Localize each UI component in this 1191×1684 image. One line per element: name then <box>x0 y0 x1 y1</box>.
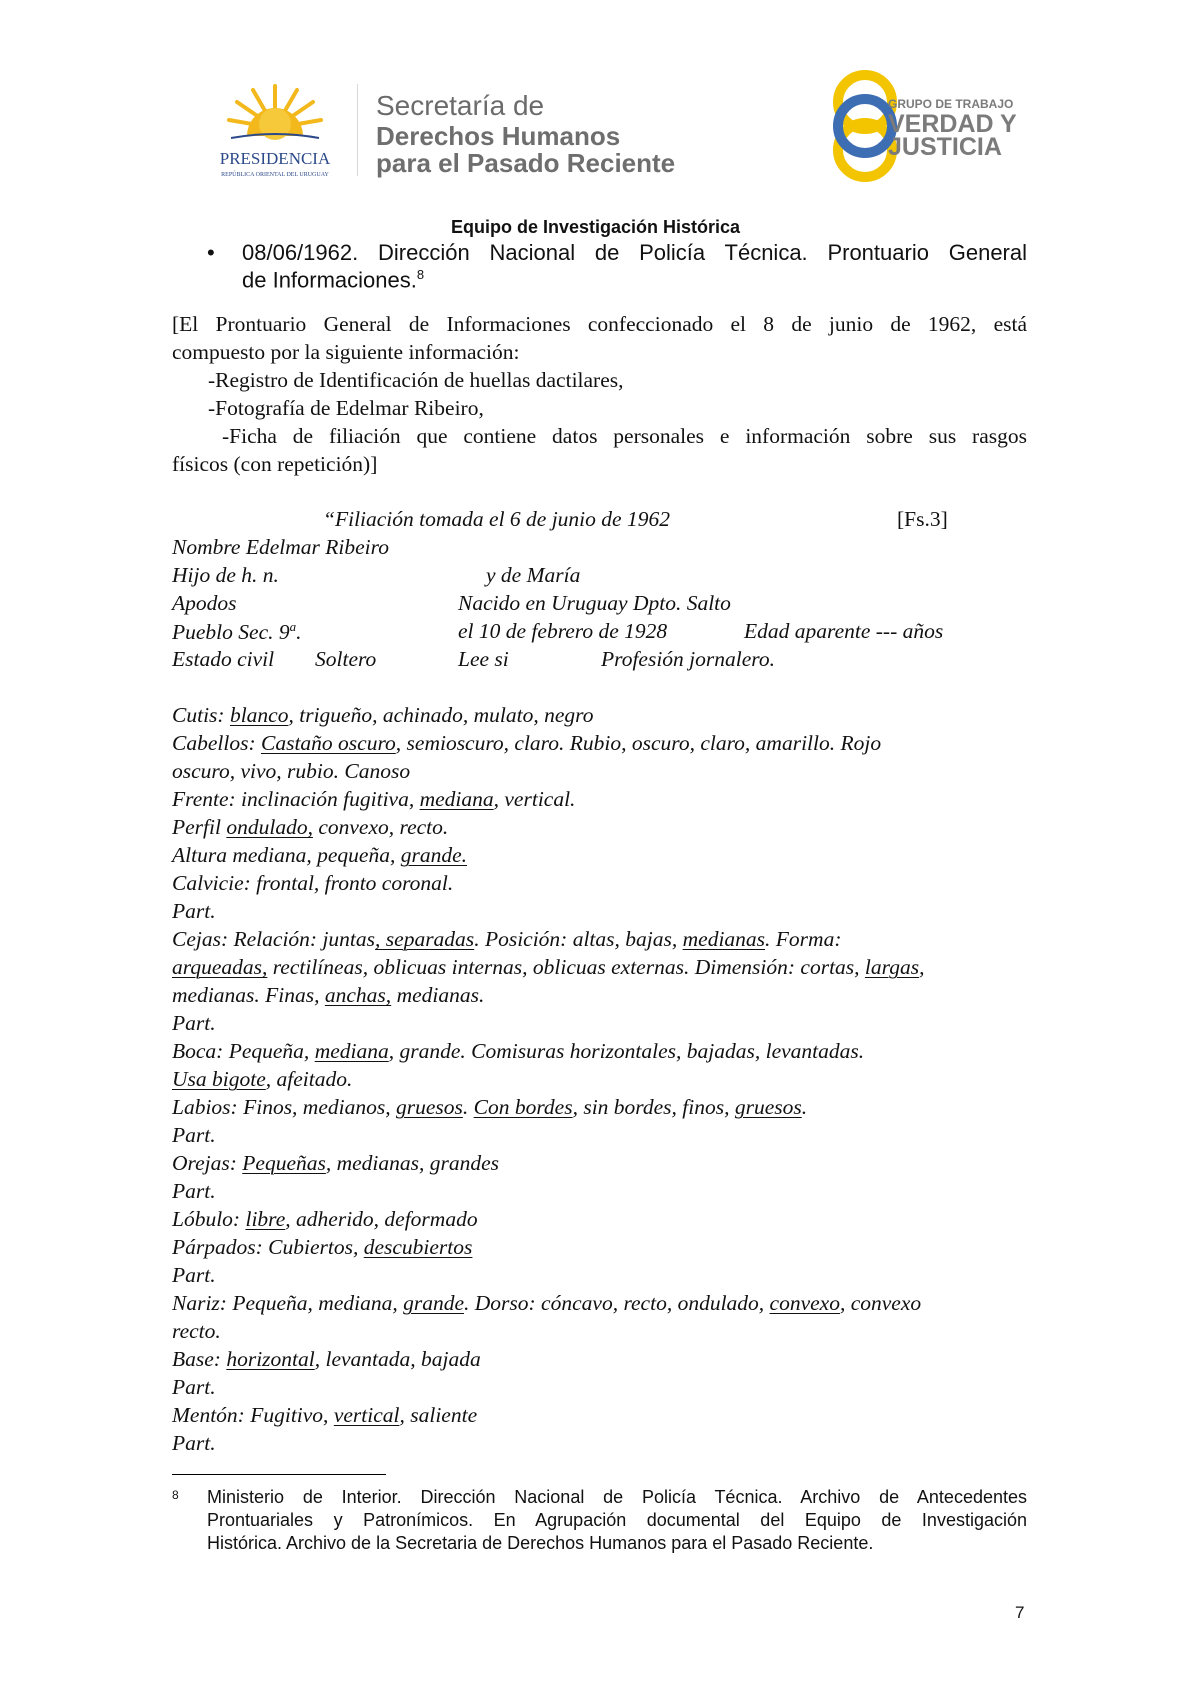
summary-line-1: [El Prontuario General de Informaciones confeccionado el 8 de junio de 1962, está <box>172 312 1027 336</box>
rasgo-altura: Altura mediana, pequeña, grande. <box>172 843 467 867</box>
part-label: Part. <box>172 1431 216 1455</box>
rasgo-labios: Labios: Finos, medianos, gruesos. Con bordes, sin bordes, finos, gruesos. <box>172 1095 808 1119</box>
bullet-line-2-text: de Informaciones. <box>242 267 417 293</box>
field-estado-civil: Estado civil <box>172 647 275 671</box>
republica-label: REPÚBLICA ORIENTAL DEL URUGUAY <box>221 172 329 178</box>
page-number: 7 <box>1015 1603 1025 1622</box>
summary-item-1: -Registro de Identificación de huellas dactilares, <box>208 368 624 392</box>
rasgo-cabellos-cont: oscuro, vivo, rubio. Canoso <box>172 759 411 783</box>
rasgo-cabellos: Cabellos: Castaño oscuro, semioscuro, claro. Rubio, oscuro, claro, amarillo. Rojo <box>172 731 882 755</box>
summary-line-2: compuesto por la siguiente información: <box>172 340 520 364</box>
field-pueblo-tail: . <box>296 620 302 645</box>
part-label: Part. <box>172 1123 216 1147</box>
field-y-de: y de María <box>486 563 581 587</box>
footnote-line-2: Prontuariales y Patronímicos. En Agrupación documental del Equipo de Investigación <box>207 1510 1027 1530</box>
rasgo-menton: Mentón: Fugitivo, vertical, saliente <box>172 1403 478 1427</box>
field-apodos: Apodos <box>172 591 237 615</box>
bullet-line-2 <box>242 267 424 293</box>
rasgo-frente: Frente: inclinación fugitiva, mediana, vertical. <box>172 787 576 811</box>
secretaria-line-3: para el Pasado Reciente <box>376 148 676 178</box>
rasgo-perfil: Perfil ondulado, convexo, recto. <box>172 815 449 839</box>
part-label: Part. <box>172 1263 216 1287</box>
field-pueblo-sup: a <box>289 619 297 634</box>
footnote-line-1: Ministerio de Interior. Dirección Nacional de Policía Técnica. Archivo de Antecedentes <box>207 1487 1027 1507</box>
bullet-symbol: • <box>207 240 215 265</box>
rasgo-nariz-cont: recto. <box>172 1319 221 1343</box>
rasgo-cejas: Cejas: Relación: juntas, separadas. Posición: altas, bajas, medianas. Forma: <box>172 927 842 951</box>
field-hijo-de: Hijo de h. n. <box>172 563 279 587</box>
rasgo-lobulo: Lóbulo: libre, adherido, deformado <box>172 1207 478 1231</box>
footnote-ref: 8 <box>416 267 425 282</box>
summary-item-3-line-2: físicos (con repetición)] <box>172 452 378 476</box>
field-lee: Lee si <box>458 647 509 671</box>
sun-rays-icon <box>229 86 321 140</box>
rasgo-calvicie: Calvicie: frontal, fronto coronal. <box>172 871 454 895</box>
folio-reference: [Fs.3] <box>897 507 948 531</box>
footnote-rule <box>172 1474 386 1475</box>
field-edad: Edad aparente --- años <box>744 619 944 643</box>
filiacion-heading: “Filiación tomada el 6 de junio de 1962 <box>323 507 670 531</box>
part-label: Part. <box>172 1011 216 1035</box>
grupo-label: GRUPO DE TRABAJO <box>888 97 1014 111</box>
field-soltero: Soltero <box>315 647 377 671</box>
footnote-line-3: Histórica. Archivo de la Secretaria de Derechos Humanos para el Pasado Reciente. <box>207 1533 874 1553</box>
part-label: Part. <box>172 1179 216 1203</box>
secretaria-line-1: Secretaría de <box>376 90 545 121</box>
team-title: Equipo de Investigación Histórica <box>450 217 741 237</box>
presidencia-label: PRESIDENCIA <box>219 149 331 168</box>
rasgo-cejas-forma: arqueadas, rectilíneas, oblicuas internas, oblicuas externas. Dimensión: cortas, largas, <box>172 955 925 979</box>
rasgo-nariz: Nariz: Pequeña, mediana, grande. Dorso: cóncavo, recto, ondulado, convexo, convexo <box>172 1291 922 1315</box>
secretaria-line-2: Derechos Humanos <box>376 121 621 151</box>
field-pueblo-text: Pueblo Sec. 9 <box>172 620 290 645</box>
field-pueblo <box>172 619 302 645</box>
rasgo-bigote: Usa bigote, afeitado. <box>172 1067 353 1091</box>
field-nacido: Nacido en Uruguay Dpto. Salto <box>458 591 731 615</box>
rasgo-orejas: Orejas: Pequeñas, medianas, grandes <box>172 1151 500 1175</box>
header-divider <box>357 84 358 176</box>
justicia-label: JUSTICIA <box>888 133 1002 161</box>
verdad-label: VERDAD Y <box>888 110 1017 138</box>
field-fecha-nacimiento: el 10 de febrero de 1928 <box>458 619 668 643</box>
part-label: Part. <box>172 1375 216 1399</box>
rasgo-parpados: Párpados: Cubiertos, descubiertos <box>172 1235 473 1259</box>
bullet-line-1: 08/06/1962. Dirección Nacional de Policía Técnica. Prontuario General <box>242 240 1027 265</box>
summary-item-3-line-1: -Ficha de filiación que contiene datos personales e información sobre sus rasgos <box>222 424 1027 448</box>
rasgo-cutis: Cutis: blanco, trigueño, achinado, mulato, negro <box>172 703 594 727</box>
rasgo-cejas-ancho: medianas. Finas, anchas, medianas. <box>172 983 485 1007</box>
rasgo-base: Base: horizontal, levantada, bajada <box>172 1347 481 1371</box>
summary-item-2: -Fotografía de Edelmar Ribeiro, <box>208 396 484 420</box>
footnote-number: 8 <box>172 1488 179 1502</box>
part-label: Part. <box>172 899 216 923</box>
field-nombre: Nombre Edelmar Ribeiro <box>172 535 389 559</box>
presidencia-sun-logo <box>195 80 355 180</box>
rasgo-boca: Boca: Pequeña, mediana, grande. Comisuras horizontales, bajadas, levantadas. <box>172 1039 865 1063</box>
field-profesion: Profesión jornalero. <box>601 647 775 671</box>
